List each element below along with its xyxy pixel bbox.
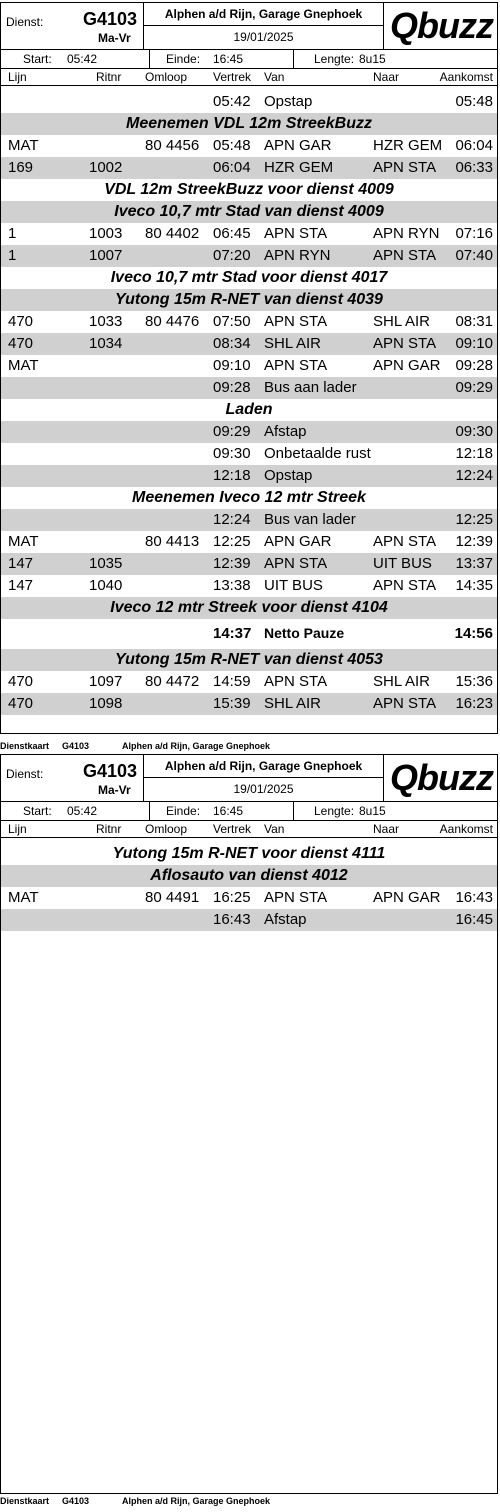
cell-naar: SHL AIR bbox=[373, 673, 430, 690]
section-heading bbox=[1, 267, 497, 289]
cell-naar: HZR GEM bbox=[373, 137, 443, 154]
cell-van: APN GAR bbox=[264, 533, 332, 550]
dienstkaart-page-1 bbox=[0, 2, 498, 734]
cell-van: Afstap bbox=[264, 911, 307, 928]
cell-vertrek: 08:34 bbox=[213, 335, 251, 352]
col-lijn: Lijn bbox=[8, 822, 27, 836]
col-aankomst: Aankomst bbox=[439, 70, 493, 84]
footer-label: Dienstkaart bbox=[0, 741, 50, 751]
cell-aankomst: 14:56 bbox=[454, 625, 493, 642]
cell-vertrek: 06:04 bbox=[213, 159, 251, 176]
cell-van: APN STA bbox=[264, 357, 328, 374]
trip-row bbox=[1, 693, 497, 715]
cell-omloop: 80 4491 bbox=[145, 889, 200, 906]
cell-aankomst: 07:16 bbox=[455, 225, 493, 242]
cell-aankomst: 14:35 bbox=[455, 577, 493, 594]
date: 19/01/2025 bbox=[233, 782, 294, 796]
cell-vertrek: 14:59 bbox=[213, 673, 251, 690]
cell-aankomst: 07:40 bbox=[455, 247, 493, 264]
cell-van: SHL AIR bbox=[264, 335, 321, 352]
location: Alphen a/d Rijn, Garage Gnephoek bbox=[144, 3, 383, 26]
section-heading-text: VDL 12m StreekBuzz voor dienst 4009 bbox=[104, 181, 394, 198]
cell-vertrek: 07:50 bbox=[213, 313, 251, 330]
shift-times bbox=[1, 802, 497, 821]
cell-vertrek: 16:43 bbox=[213, 911, 251, 928]
section-heading-text: Yutong 15m R-NET voor dienst 4111 bbox=[112, 845, 386, 862]
footer-dienst: G4103 bbox=[62, 1496, 90, 1506]
einde-label: Einde: bbox=[166, 804, 201, 818]
section-heading-text: Iveco 12 mtr Streek voor dienst 4104 bbox=[110, 599, 388, 616]
cell-ritnr: 1003 bbox=[89, 225, 123, 242]
footer-location: Alphen a/d Rijn, Garage Gnephoek bbox=[122, 741, 271, 751]
dienst-label: Dienst: bbox=[6, 15, 44, 29]
section-heading-text: Meenemen Iveco 12 mtr Streek bbox=[132, 489, 366, 506]
col-van: Van bbox=[264, 70, 285, 84]
col-ritnr: Ritnr bbox=[96, 70, 122, 84]
dienstkaart-page-2 bbox=[0, 754, 498, 1494]
section-heading bbox=[1, 399, 497, 421]
cell-lijn: 470 bbox=[8, 313, 34, 330]
section-heading bbox=[1, 113, 497, 135]
section-heading bbox=[1, 865, 497, 887]
col-lijn: Lijn bbox=[8, 70, 27, 84]
cell-aankomst: 12:18 bbox=[455, 445, 493, 462]
trip-row bbox=[1, 619, 497, 649]
section-heading bbox=[1, 843, 497, 865]
section-heading-text: Meenemen VDL 12m StreekBuzz bbox=[125, 115, 372, 132]
cell-vertrek: 05:42 bbox=[213, 93, 251, 110]
cell-vertrek: 12:18 bbox=[213, 467, 251, 484]
cell-lijn: 1 bbox=[8, 225, 17, 242]
trip-row bbox=[1, 887, 497, 909]
trip-row bbox=[1, 245, 497, 267]
trip-row bbox=[1, 575, 497, 597]
cell-naar: APN STA bbox=[373, 695, 437, 712]
cell-ritnr: 1007 bbox=[89, 247, 123, 264]
cell-ritnr: 1002 bbox=[89, 159, 123, 176]
cell-van: SHL AIR bbox=[264, 695, 321, 712]
trip-row bbox=[1, 553, 497, 575]
col-vertrek: Vertrek bbox=[213, 822, 252, 836]
trip-row bbox=[1, 421, 497, 443]
cell-naar: APN STA bbox=[373, 533, 437, 550]
cell-van: APN STA bbox=[264, 225, 328, 242]
col-omloop: Omloop bbox=[145, 822, 188, 836]
cell-omloop: 80 4456 bbox=[145, 137, 200, 154]
cell-vertrek: 07:20 bbox=[213, 247, 251, 264]
cell-aankomst: 08:31 bbox=[455, 313, 493, 330]
cell-vertrek: 09:30 bbox=[213, 445, 251, 462]
trip-row bbox=[1, 135, 497, 157]
cell-van: Bus aan lader bbox=[264, 379, 357, 396]
column-header bbox=[1, 69, 497, 86]
trip-row bbox=[1, 671, 497, 693]
cell-lijn: 147 bbox=[8, 577, 34, 594]
cell-ritnr: 1098 bbox=[89, 695, 123, 712]
section-heading bbox=[1, 201, 497, 223]
col-vertrek: Vertrek bbox=[213, 70, 252, 84]
cell-omloop: 80 4472 bbox=[145, 673, 200, 690]
cell-aankomst: 16:43 bbox=[455, 889, 493, 906]
section-heading bbox=[1, 289, 497, 311]
section-heading bbox=[1, 487, 497, 509]
cell-naar: APN GAR bbox=[373, 357, 441, 374]
trip-row bbox=[1, 443, 497, 465]
cell-ritnr: 1035 bbox=[89, 555, 123, 572]
col-van: Van bbox=[264, 822, 285, 836]
dienst-label: Dienst: bbox=[6, 767, 44, 781]
cell-vertrek: 15:39 bbox=[213, 695, 251, 712]
section-heading-text: Laden bbox=[225, 401, 273, 418]
footer-location: Alphen a/d Rijn, Garage Gnephoek bbox=[122, 1496, 271, 1506]
cell-van: APN STA bbox=[264, 889, 328, 906]
cell-vertrek: 14:37 bbox=[213, 625, 252, 642]
col-naar: Naar bbox=[373, 70, 400, 84]
cell-vertrek: 12:25 bbox=[213, 533, 251, 550]
einde-label: Einde: bbox=[166, 52, 201, 66]
section-heading-text: Aflosauto van dienst 4012 bbox=[150, 867, 348, 884]
cell-lijn: MAT bbox=[8, 889, 39, 906]
cell-vertrek: 16:25 bbox=[213, 889, 251, 906]
cell-vertrek: 12:24 bbox=[213, 511, 251, 528]
trip-row bbox=[1, 377, 497, 399]
trip-row bbox=[1, 909, 497, 931]
trip-row bbox=[1, 465, 497, 487]
cell-aankomst: 12:24 bbox=[455, 467, 493, 484]
cell-ritnr: 1097 bbox=[89, 673, 123, 690]
cell-van: HZR GEM bbox=[264, 159, 334, 176]
section-heading-text: Yutong 15m R-NET van dienst 4053 bbox=[115, 651, 383, 668]
cell-aankomst: 13:37 bbox=[455, 555, 493, 572]
cell-naar: APN STA bbox=[373, 577, 437, 594]
cell-naar: APN STA bbox=[373, 247, 437, 264]
start-time: 05:42 bbox=[67, 52, 98, 66]
cell-aankomst: 05:48 bbox=[455, 93, 493, 110]
cell-aankomst: 06:33 bbox=[455, 159, 493, 176]
cell-aankomst: 16:45 bbox=[455, 911, 493, 928]
cell-lijn: 169 bbox=[8, 159, 34, 176]
cell-aankomst: 15:36 bbox=[455, 673, 493, 690]
cell-ritnr: 1034 bbox=[89, 335, 123, 352]
cell-omloop: 80 4402 bbox=[145, 225, 200, 242]
divider bbox=[149, 50, 150, 68]
cell-lijn: MAT bbox=[8, 137, 39, 154]
lengte-value: 8u15 bbox=[359, 804, 386, 818]
shift-times bbox=[1, 50, 497, 69]
cell-van: Opstap bbox=[264, 93, 313, 110]
cell-omloop: 80 4413 bbox=[145, 533, 200, 550]
trip-row bbox=[1, 91, 497, 113]
cell-vertrek: 09:28 bbox=[213, 379, 251, 396]
cell-lijn: 470 bbox=[8, 335, 34, 352]
section-heading bbox=[1, 597, 497, 619]
cell-ritnr: 1033 bbox=[89, 313, 123, 330]
section-heading-text: Iveco 10,7 mtr Stad voor dienst 4017 bbox=[110, 269, 388, 286]
start-label: Start: bbox=[23, 804, 52, 818]
cell-vertrek: 09:10 bbox=[213, 357, 251, 374]
qbuzz-logo: Qbuzz bbox=[390, 5, 493, 46]
schedule-table bbox=[1, 843, 497, 931]
cell-van: APN RYN bbox=[264, 247, 331, 264]
lengte-label: Lengte: bbox=[314, 52, 355, 66]
dienst-days: Ma-Vr bbox=[98, 783, 131, 797]
cell-aankomst: 12:39 bbox=[455, 533, 493, 550]
einde-time: 16:45 bbox=[213, 52, 244, 66]
section-heading bbox=[1, 649, 497, 671]
cell-aankomst: 16:23 bbox=[455, 695, 493, 712]
cell-aankomst: 12:25 bbox=[455, 511, 493, 528]
cell-vertrek: 06:45 bbox=[213, 225, 251, 242]
dienst-code: G4103 bbox=[83, 9, 138, 29]
cell-naar: SHL AIR bbox=[373, 313, 430, 330]
lengte-value: 8u15 bbox=[359, 52, 386, 66]
cell-vertrek: 05:48 bbox=[213, 137, 251, 154]
footer-label: Dienstkaart bbox=[0, 1496, 50, 1506]
divider bbox=[293, 50, 294, 68]
cell-van: APN STA bbox=[264, 673, 328, 690]
trip-row bbox=[1, 509, 497, 531]
trip-row bbox=[1, 157, 497, 179]
schedule-table bbox=[1, 91, 497, 715]
cell-lijn: 470 bbox=[8, 673, 34, 690]
date: 19/01/2025 bbox=[233, 30, 294, 44]
cell-omloop: 80 4476 bbox=[145, 313, 200, 330]
start-time: 05:42 bbox=[67, 804, 98, 818]
dienst-code: G4103 bbox=[83, 761, 138, 781]
cell-van: UIT BUS bbox=[264, 577, 323, 594]
cell-aankomst: 09:29 bbox=[455, 379, 493, 396]
trip-row bbox=[1, 333, 497, 355]
cell-aankomst: 09:30 bbox=[455, 423, 493, 440]
cell-van: APN GAR bbox=[264, 137, 332, 154]
cell-aankomst: 06:04 bbox=[455, 137, 493, 154]
cell-aankomst: 09:10 bbox=[455, 335, 493, 352]
cell-vertrek: 12:39 bbox=[213, 555, 251, 572]
trip-row bbox=[1, 531, 497, 553]
cell-ritnr: 1040 bbox=[89, 577, 123, 594]
cell-vertrek: 09:29 bbox=[213, 423, 251, 440]
start-label: Start: bbox=[23, 52, 52, 66]
cell-lijn: 1 bbox=[8, 247, 17, 264]
cell-lijn: 470 bbox=[8, 695, 34, 712]
location: Alphen a/d Rijn, Garage Gnephoek bbox=[144, 755, 383, 778]
cell-van: Afstap bbox=[264, 423, 307, 440]
dienst-days: Ma-Vr bbox=[98, 31, 131, 45]
cell-vertrek: 13:38 bbox=[213, 577, 251, 594]
col-ritnr: Ritnr bbox=[96, 822, 122, 836]
footer-dienst: G4103 bbox=[62, 741, 90, 751]
cell-van: Opstap bbox=[264, 467, 313, 484]
trip-row bbox=[1, 223, 497, 245]
cell-lijn: 147 bbox=[8, 555, 34, 572]
trip-row bbox=[1, 355, 497, 377]
cell-lijn: MAT bbox=[8, 533, 39, 550]
col-omloop: Omloop bbox=[145, 70, 188, 84]
section-heading-text: Yutong 15m R-NET van dienst 4039 bbox=[115, 291, 383, 308]
cell-van: Bus van lader bbox=[264, 511, 356, 528]
card-header bbox=[1, 3, 497, 50]
einde-time: 16:45 bbox=[213, 804, 244, 818]
cell-van: APN STA bbox=[264, 313, 328, 330]
divider bbox=[149, 802, 150, 820]
column-header bbox=[1, 821, 497, 838]
cell-naar: APN GAR bbox=[373, 889, 441, 906]
cell-van: Netto Pauze bbox=[264, 625, 345, 641]
section-heading-text: Iveco 10,7 mtr Stad van dienst 4009 bbox=[114, 203, 384, 220]
cell-van: Onbetaalde rust bbox=[264, 445, 371, 462]
qbuzz-logo: Qbuzz bbox=[390, 757, 493, 798]
cell-lijn: MAT bbox=[8, 357, 39, 374]
section-heading bbox=[1, 179, 497, 201]
cell-van: APN STA bbox=[264, 555, 328, 572]
col-naar: Naar bbox=[373, 822, 400, 836]
cell-aankomst: 09:28 bbox=[455, 357, 493, 374]
divider bbox=[293, 802, 294, 820]
lengte-label: Lengte: bbox=[314, 804, 355, 818]
cell-naar: UIT BUS bbox=[373, 555, 432, 572]
cell-naar: APN RYN bbox=[373, 225, 440, 242]
cell-naar: APN STA bbox=[373, 159, 437, 176]
trip-row bbox=[1, 311, 497, 333]
card-header bbox=[1, 755, 497, 802]
col-aankomst: Aankomst bbox=[439, 822, 493, 836]
cell-naar: APN STA bbox=[373, 335, 437, 352]
